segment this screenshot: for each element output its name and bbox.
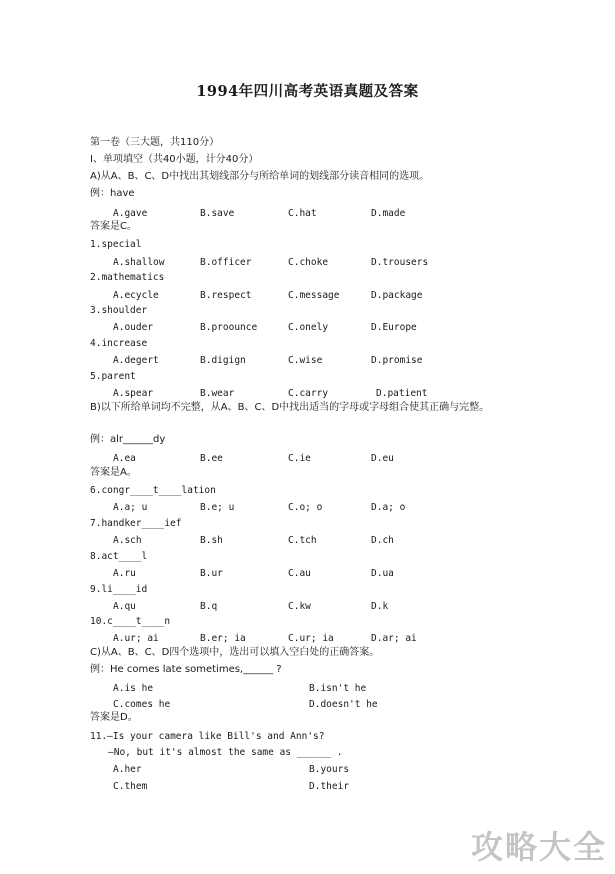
option-a: A.ea xyxy=(113,453,136,464)
option-d: D.doesn't he xyxy=(309,699,378,710)
option-d: D.ch xyxy=(371,535,394,546)
question-stem: 1.special xyxy=(90,239,142,250)
example-sentence: 例：He comes late sometimes,______ ? xyxy=(90,664,282,675)
option-a: A.her xyxy=(113,764,142,775)
option-b: B.e; u xyxy=(200,502,235,513)
question-stem: 6.congr____t____lation xyxy=(90,485,216,496)
option-b: B.respect xyxy=(200,290,252,301)
option-c: C.onely xyxy=(288,322,329,333)
option-b: B.digign xyxy=(200,355,246,366)
question-stem: 7.handker____ief xyxy=(90,518,182,529)
example-word: 例：have xyxy=(90,188,135,199)
question-stem: 5.parent xyxy=(90,371,136,382)
option-b: B.ur xyxy=(200,568,223,579)
option-b: B.officer xyxy=(200,257,252,268)
part-heading: 第一卷（三大题，共110分） xyxy=(90,137,220,148)
option-d: D.Europe xyxy=(371,322,417,333)
option-b: B.sh xyxy=(200,535,223,546)
option-a: A.shallow xyxy=(113,257,165,268)
option-c: C.carry xyxy=(288,388,329,399)
section-heading: I、单项填空（共40小题，计分40分） xyxy=(90,154,259,165)
question-dialogue: —No, but it's almost the same as ______ . xyxy=(108,747,343,758)
section-a-instruction: A)从A、B、C、D中找出其划线部分与所给单词的划线部分读音相同的选项。 xyxy=(90,171,430,182)
option-d: D.ar; ai xyxy=(371,633,417,644)
option-c: C.message xyxy=(288,290,340,301)
option-c: C.o; o xyxy=(288,502,323,513)
option-c: C.choke xyxy=(288,257,329,268)
option-a: A.ur; ai xyxy=(113,633,159,644)
option-d: D.promise xyxy=(371,355,423,366)
option-b: B.ee xyxy=(200,453,223,464)
option-c: C.kw xyxy=(288,601,311,612)
option-a: A.spear xyxy=(113,388,154,399)
option-b: B.q xyxy=(200,601,218,612)
option-a: A.a; u xyxy=(113,502,148,513)
question-stem: 8.act____l xyxy=(90,551,148,562)
option-a: A.ru xyxy=(113,568,136,579)
example-answer: 答案是C。 xyxy=(90,221,137,232)
option-c: C.them xyxy=(113,781,148,792)
option-c: C.tch xyxy=(288,535,317,546)
option-b: B.isn't he xyxy=(309,683,367,694)
option-c: C.ur; ia xyxy=(288,633,334,644)
option-d: D.a; o xyxy=(371,502,406,513)
question-stem: 2.mathematics xyxy=(90,272,165,283)
option-b: B.er; ia xyxy=(200,633,246,644)
example-answer: 答案是A。 xyxy=(90,467,137,478)
option-d: D.package xyxy=(371,290,423,301)
option-b: B.yours xyxy=(309,764,350,775)
option-c: C.ie xyxy=(288,453,311,464)
question-stem: 4.increase xyxy=(90,338,148,349)
option-d: D.trousers xyxy=(371,257,429,268)
option-d: D.patient xyxy=(376,388,428,399)
option-d: D.k xyxy=(371,601,389,612)
section-c-instruction: C)从A、B、C、D四个选项中，选出可以填入空白处的正确答案。 xyxy=(90,647,380,658)
option-a: A.sch xyxy=(113,535,142,546)
question-stem: 11.—Is your camera like Bill's and Ann's? xyxy=(90,731,325,742)
option-a: A.ouder xyxy=(113,322,154,333)
example-answer: 答案是D。 xyxy=(90,712,138,723)
option-b: B.proounce xyxy=(200,322,258,333)
option-a: A.gave xyxy=(113,208,148,219)
question-stem: 9.li____id xyxy=(90,584,148,595)
document-title: 1994年四川高考英语真题及答案 xyxy=(196,83,419,100)
section-b-instruction: B)以下所给单词均不完整，从A、B、C、D中找出适当的字母或字母组合使其正确与完整。 xyxy=(90,402,490,413)
option-b: B.save xyxy=(200,208,235,219)
watermark: 攻略大全 xyxy=(470,828,607,866)
option-d: D.eu xyxy=(371,453,394,464)
option-c: C.comes he xyxy=(113,699,171,710)
option-c: C.hat xyxy=(288,208,317,219)
option-d: D.their xyxy=(309,781,350,792)
option-a: A.degert xyxy=(113,355,159,366)
option-a: A.qu xyxy=(113,601,136,612)
option-a: A.ecycle xyxy=(113,290,159,301)
option-c: C.wise xyxy=(288,355,323,366)
example-word: 例：alr______dy xyxy=(90,434,166,445)
option-b: B.wear xyxy=(200,388,235,399)
option-c: C.au xyxy=(288,568,311,579)
question-stem: 10.c____t____n xyxy=(90,616,171,627)
question-stem: 3.shoulder xyxy=(90,305,148,316)
option-d: D.made xyxy=(371,208,406,219)
option-d: D.ua xyxy=(371,568,394,579)
option-a: A.is he xyxy=(113,683,154,694)
